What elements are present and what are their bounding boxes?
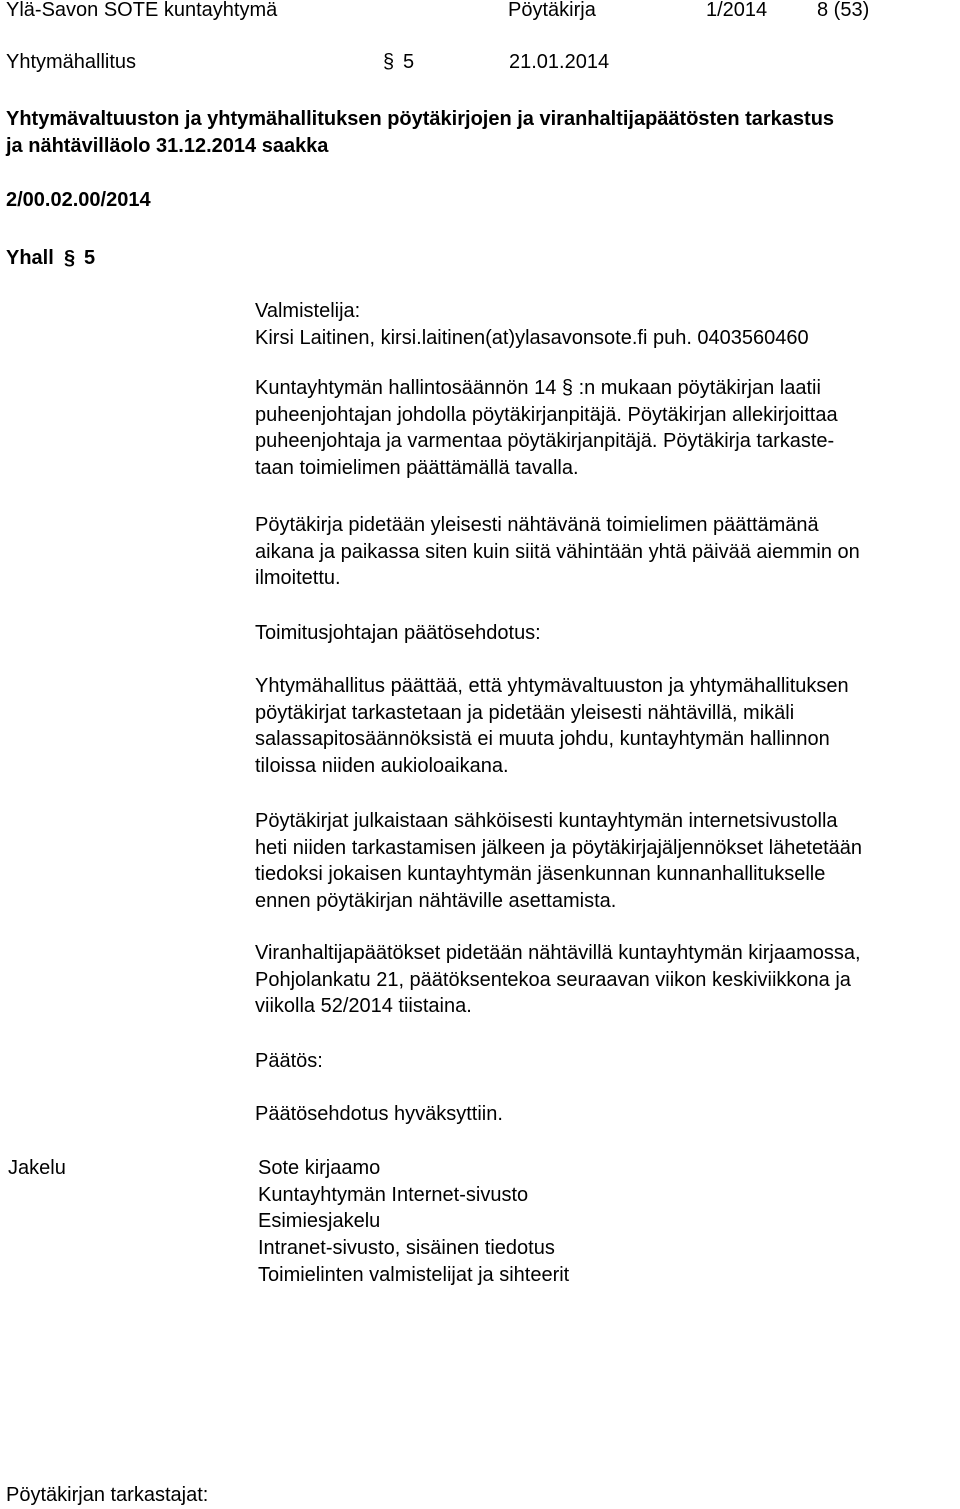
text-line: tiloissa niiden aukioloaikana. — [255, 755, 509, 778]
text-line: tiedoksi jokaisen kuntayhtymän jäsenkunnan kunnanhallitukselle — [255, 863, 826, 886]
record-number: 2/00.02.00/2014 — [6, 189, 151, 211]
text-line: viikolla 52/2014 tiistaina. — [255, 995, 472, 1018]
text-line: Kuntayhtymän hallintosäännön 14 § :n mukaan pöytäkirjan laatii — [255, 377, 821, 399]
title-line-2: ja nähtävilläolo 31.12.2014 saakka — [6, 135, 329, 157]
section-ref-body: Yhall — [6, 247, 54, 269]
text-line: taan toimielimen päättämällä tavalla. — [255, 457, 579, 480]
text-line: pöytäkirjat tarkastetaan ja pidetään yleisesti nähtävillä, mikäli — [255, 701, 795, 724]
text-line: salassapitosäännöksistä ei muuta johdu, kuntayhtymän hallinnon — [255, 728, 830, 751]
proposal-paragraph-1 — [255, 673, 849, 780]
paragraph-minutes-availability — [255, 512, 860, 592]
text-line: heti niiden tarkastamisen jälkeen ja pöytäkirjajäljennökset lähetetään — [255, 836, 863, 859]
paragraph-minutes-preparation — [255, 375, 838, 482]
decision-text: Päätösehdotus hyväksyttiin. — [255, 1103, 503, 1125]
text-line: Yhtymähallitus päättää, että yhtymävaltuuston ja yhtymähallituksen — [255, 675, 849, 697]
page-indicator: 8 (53) — [817, 0, 870, 21]
meeting-date: 21.01.2014 — [509, 51, 610, 73]
section-ref-number: 5 — [84, 247, 96, 269]
text-line: Pohjolankatu 21, päätöksentekoa seuraavan viikon keskiviikkona ja — [255, 968, 851, 991]
distribution-list — [258, 1155, 569, 1289]
document-number: 1/2014 — [706, 0, 768, 21]
distribution-item: Sote kirjaamo — [258, 1157, 381, 1179]
text-line: Pöytäkirja pidetään yleisesti nähtävänä toimielimen päättämänä — [255, 514, 819, 536]
section-number: 5 — [403, 51, 415, 73]
text-line: aikana ja paikassa siten kuin siitä vähintään yhtä päivää aiemmin on — [255, 540, 860, 563]
distribution-item: Intranet-sivusto, sisäinen tiedotus — [258, 1237, 555, 1260]
section-symbol: § — [383, 51, 395, 73]
organization-name: Ylä-Savon SOTE kuntayhtymä — [6, 0, 278, 21]
document-type: Pöytäkirja — [508, 0, 596, 21]
text-line: Pöytäkirjat julkaistaan sähköisesti kuntayhtymän internetsivustolla — [255, 810, 838, 832]
text-line: ilmoitettu. — [255, 567, 341, 590]
title-line-1: Yhtymävaltuuston ja yhtymähallituksen pöytäkirjojen ja viranhaltijapäätösten tarkastus — [6, 108, 835, 130]
distribution-item: Esimiesjakelu — [258, 1210, 381, 1233]
preparer-value: Kirsi Laitinen, kirsi.laitinen(at)ylasavonsote.fi puh. 0403560460 — [255, 326, 809, 349]
distribution-label: Jakelu — [8, 1157, 66, 1179]
proposal-label: Toimitusjohtajan päätösehdotus: — [255, 622, 541, 644]
text-line: ennen pöytäkirjan nähtäville asettamista. — [255, 890, 617, 913]
preparer-label: Valmistelija: — [255, 300, 361, 322]
body-name: Yhtymähallitus — [6, 51, 137, 73]
text-line: Viranhaltijapäätökset pidetään nähtävillä kuntayhtymän kirjaamossa, — [255, 942, 861, 964]
text-line: puheenjohtaja ja varmentaa pöytäkirjanpitäjä. Pöytäkirja tarkaste- — [255, 430, 835, 453]
preparer-block — [255, 298, 809, 351]
proposal-paragraph-3 — [255, 940, 861, 1020]
reviewers-label: Pöytäkirjan tarkastajat: — [6, 1484, 209, 1506]
distribution-item: Toimielinten valmistelijat ja sihteerit — [258, 1263, 570, 1286]
section-ref-symbol: § — [64, 247, 76, 269]
proposal-paragraph-2 — [255, 808, 862, 915]
distribution-item: Kuntayhtymän Internet-sivusto — [258, 1183, 529, 1206]
text-line: puheenjohtajan johdolla pöytäkirjanpitäjä. Pöytäkirjan allekirjoittaa — [255, 403, 838, 426]
decision-label: Päätös: — [255, 1050, 323, 1072]
